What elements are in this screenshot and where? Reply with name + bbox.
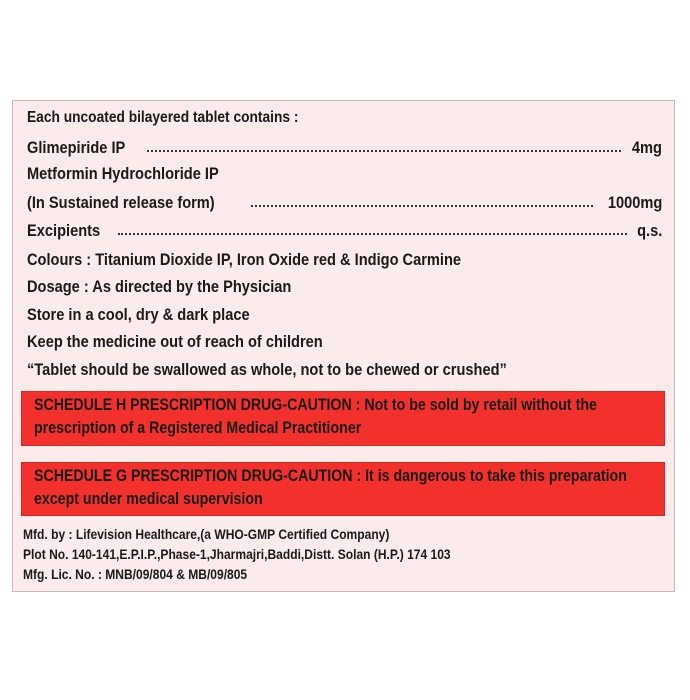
ingredient-metformin: Metformin Hydrochloride IP: [27, 164, 219, 183]
label-panel: [12, 100, 675, 592]
ingredient-amount: 1000mg: [607, 193, 662, 212]
schedule-h-warning-text: SCHEDULE H PRESCRIPTION DRUG-CAUTION : Not to be sold by retail without the prescription of a Registered Medical Practitioner: [34, 396, 597, 437]
schedule-g-warning-text: SCHEDULE G PRESCRIPTION DRUG-CAUTION : It is dangerous to take this preparation except under medical supervision: [34, 467, 627, 508]
ingredient-row-sustained-release: [27, 192, 662, 214]
storage-line: Store in a cool, dry & dark place: [27, 305, 250, 324]
address-line: Plot No. 140-141,E.P.I.P.,Phase-1,Jharmajri,Baddi,Distt. Solan (H.P.) 174 103: [23, 546, 451, 562]
dosage-line: Dosage : As directed by the Physician: [27, 277, 292, 296]
manufacturer-line: Mfd. by : Lifevision Healthcare,(a WHO-GMP Certified Company): [23, 526, 390, 542]
ingredient-amount: q.s.: [636, 221, 662, 240]
dotted-leader: [118, 233, 627, 235]
swallow-instruction-line: “Tablet should be swallowed as whole, not to be chewed or crushed”: [27, 360, 507, 379]
dotted-leader: [147, 150, 621, 152]
contents-heading: Each uncoated bilayered tablet contains :: [27, 109, 299, 126]
children-warning-line: Keep the medicine out of reach of children: [27, 332, 323, 351]
schedule-g-warning-box: [21, 462, 665, 516]
ingredient-name: Glimepiride IP: [27, 138, 126, 157]
colours-line: Colours : Titanium Dioxide IP, Iron Oxide red & Indigo Carmine: [27, 250, 462, 269]
ingredient-row-glimepiride: [27, 137, 662, 159]
ingredient-amount: 4mg: [631, 138, 662, 157]
ingredient-name: Excipients: [27, 221, 101, 240]
dotted-leader: [251, 205, 592, 207]
schedule-h-warning-box: [21, 391, 665, 446]
ingredient-name: (In Sustained release form): [27, 193, 215, 212]
license-line: Mfg. Lic. No. : MNB/09/804 & MB/09/805: [23, 566, 248, 582]
ingredient-row-excipients: [27, 220, 662, 242]
